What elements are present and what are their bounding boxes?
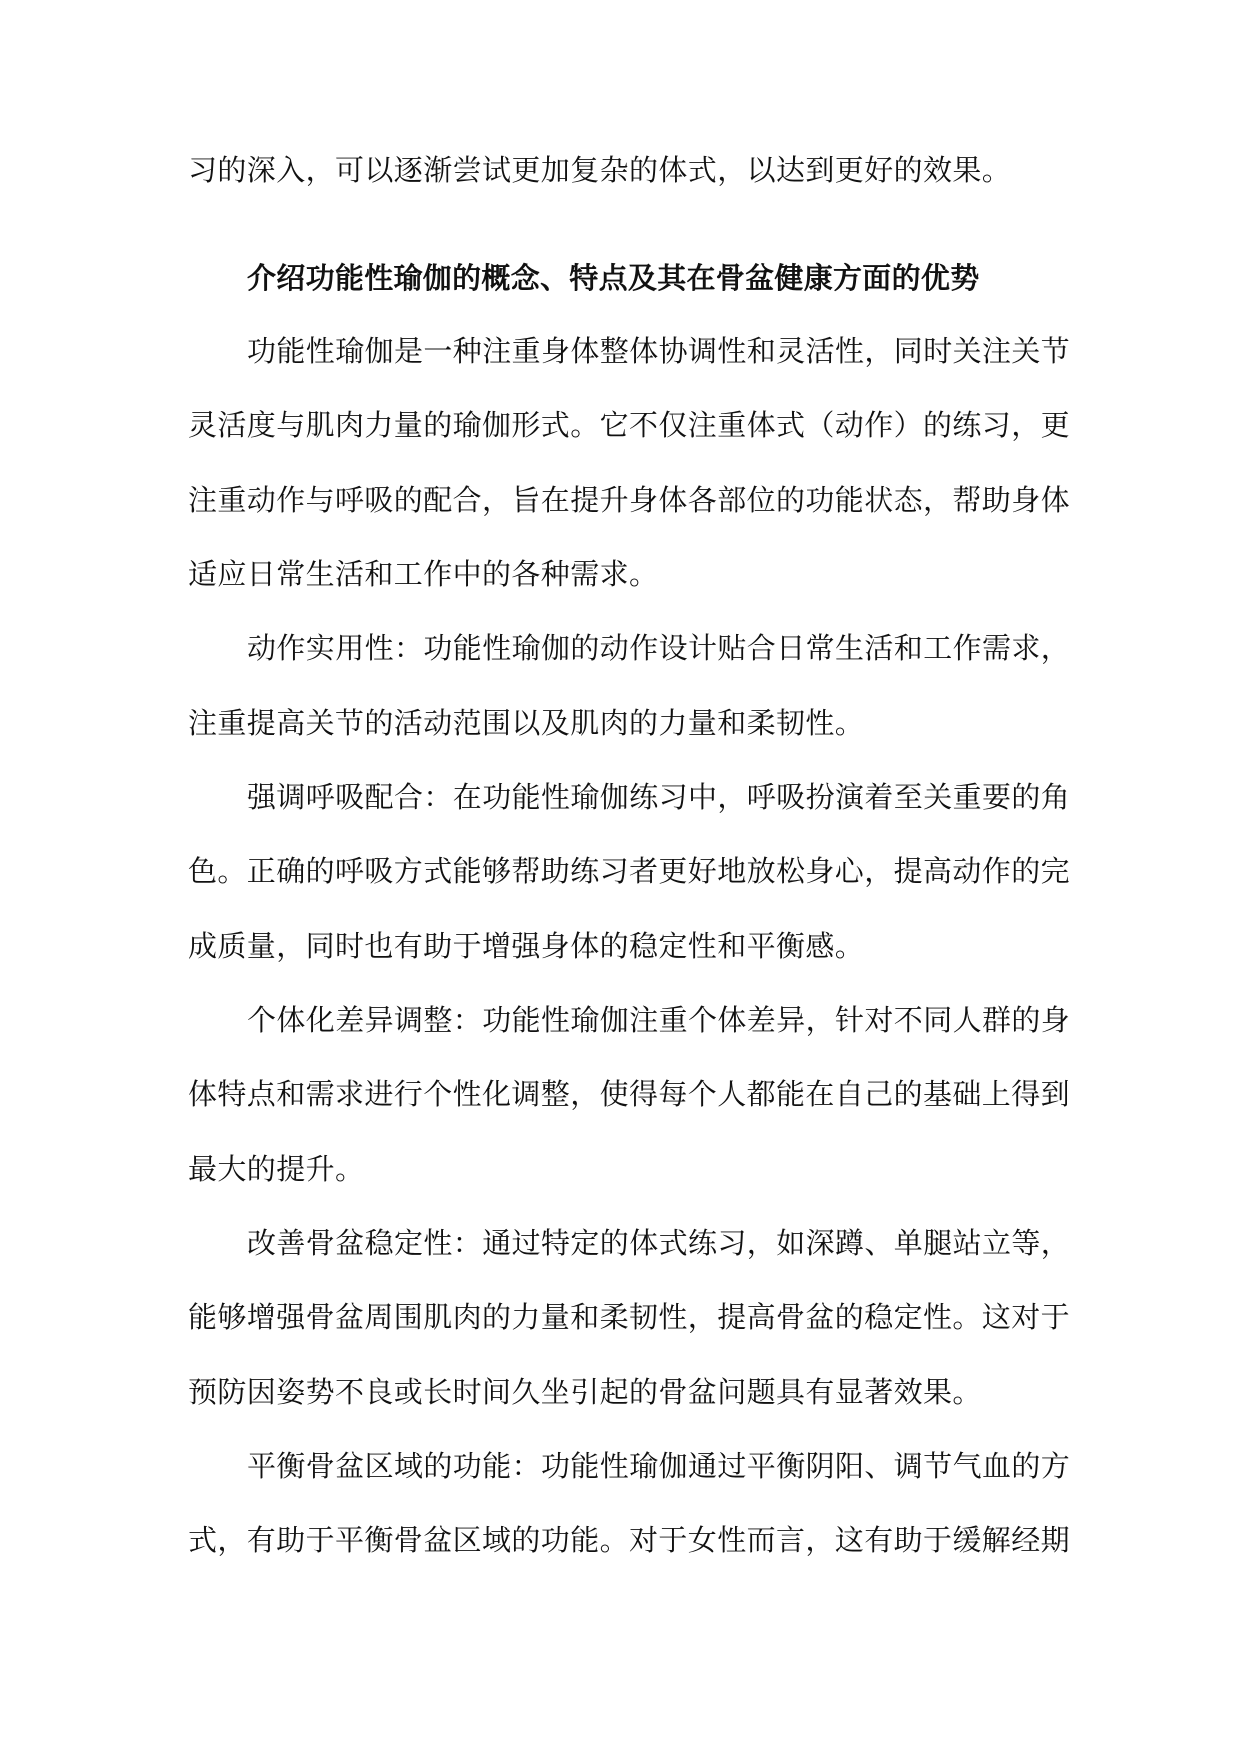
paragraph-line: 强调呼吸配合：在功能性瑜伽练习中，呼吸扮演着至关重要的角 (247, 780, 1071, 814)
paragraph-line: 平衡骨盆区域的功能：功能性瑜伽通过平衡阴阳、调节气血的方 (247, 1449, 1071, 1483)
paragraph-line: 改善骨盆稳定性：通过特定的体式练习，如深蹲、单腿站立等， (247, 1226, 1071, 1260)
paragraph-line: 色。正确的呼吸方式能够帮助练习者更好地放松身心，提高动作的完 (188, 854, 1071, 888)
paragraph-line: 适应日常生活和工作中的各种需求。 (188, 557, 659, 591)
paragraph-line: 成质量，同时也有助于增强身体的稳定性和平衡感。 (188, 929, 865, 963)
paragraph-line: 式，有助于平衡骨盆区域的功能。对于女性而言，这有助于缓解经期 (188, 1523, 1071, 1557)
paragraph-line: 个体化差异调整：功能性瑜伽注重个体差异，针对不同人群的身 (247, 1003, 1071, 1037)
paragraph-line: 注重提高关节的活动范围以及肌肉的力量和柔韧性。 (188, 706, 865, 740)
paragraph-line: 功能性瑜伽是一种注重身体整体协调性和灵活性，同时关注关节 (247, 334, 1071, 368)
section-heading: 介绍功能性瑜伽的概念、特点及其在骨盆健康方面的优势 (247, 261, 980, 295)
paragraph-line: 动作实用性：功能性瑜伽的动作设计贴合日常生活和工作需求， (247, 631, 1071, 665)
paragraph-line: 最大的提升。 (188, 1152, 365, 1186)
paragraph-line: 能够增强骨盆周围肌肉的力量和柔韧性，提高骨盆的稳定性。这对于 (188, 1300, 1071, 1334)
paragraph-line: 体特点和需求进行个性化调整，使得每个人都能在自己的基础上得到 (188, 1077, 1071, 1111)
paragraph-line: 预防因姿势不良或长时间久坐引起的骨盆问题具有显著效果。 (188, 1375, 982, 1409)
paragraph-line: 注重动作与呼吸的配合，旨在提升身体各部位的功能状态，帮助身体 (188, 483, 1071, 517)
paragraph-line: 灵活度与肌肉力量的瑜伽形式。它不仅注重体式（动作）的练习，更 (188, 408, 1071, 442)
text-line: 习的深入，可以逐渐尝试更加复杂的体式，以达到更好的效果。 (188, 153, 1012, 187)
